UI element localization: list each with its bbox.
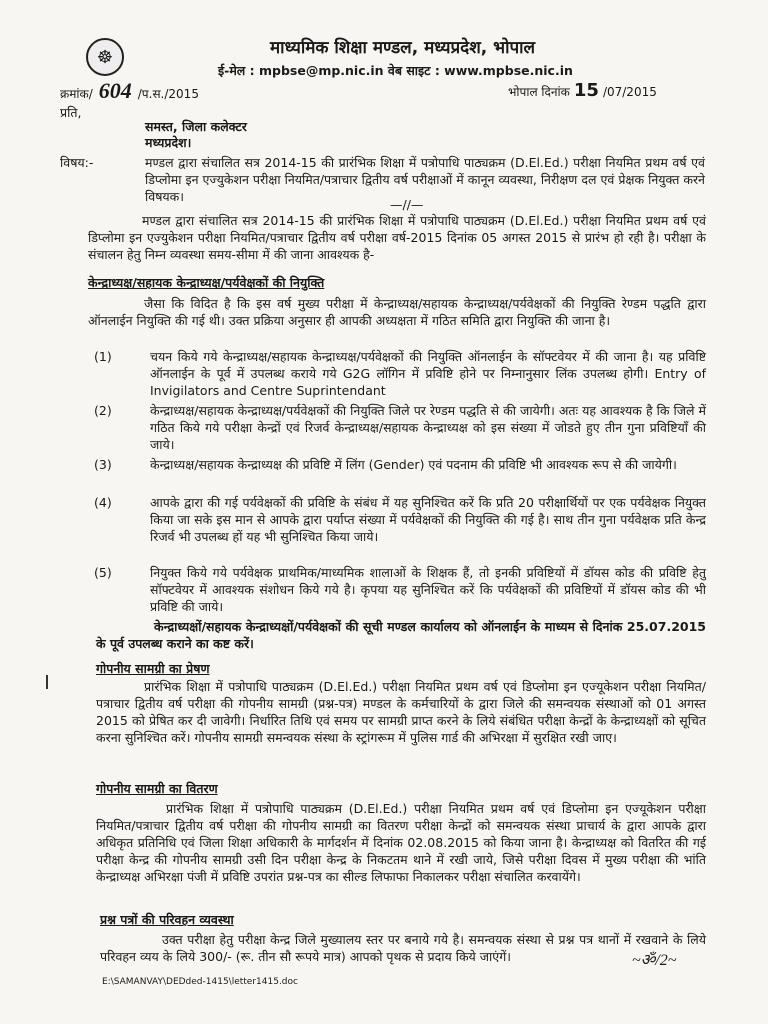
section-2-heading: गोपनीय सामग्री का प्रेषण [96,661,210,676]
section-1-heading: केन्द्राध्यक्ष/सहायक केन्द्राध्यक्ष/पर्यवेक्षकों की नियुक्ति [88,275,325,290]
section-1-closing: केन्द्राध्यक्षों/सहायक केन्द्राध्यक्षों/पर्यवेक्षकों की सूची मण्डल कार्यालय को ऑनलाईन के माध्यम से दिनांक 25.07.2015 के पूर्व उपलब्ध कराने का कष्ट करें। [96,619,706,651]
section-3-text: प्रारंभिक शिक्षा में पत्रोपाधि पाठ्यक्रम (D.El.Ed.) परीक्षा नियमित प्रथम वर्ष एवं डिप्लोमा इन एज्यूकेशन परीक्षा नियमित/पत्राचार द्वितीय वर्ष परीक्षा की गोपनीय सामग्री का वितरण परीक्षा केन्द्रों को समन्वयक संस्था प्राचार्य के द्वारा आपके द्वारा अधिकृत प्रतिनिधि एवं जिला शिक्षा अधिकारी के मार्गदर्शन में दिनांक 02.08.2015 को किया जाना है। केन्द्राध्यक्ष को वितरित की गई परीक्षा केन्द्र की गोपनीय सामग्री उसी दिन परीक्षा केन्द्र के निकटतम थाने में रखी जाये, जिसे परीक्षा दिवस में मुख्य परीक्षा की भांति केन्द्राध्यक्ष अभिरक्षा पंजी में प्रविष्टि उपरांत प्रश्न-पत्र का सील्ड लिफाफा निकालकर परीक्षा संचालित करवायेंगे। [96,801,706,884]
date-rest: /07/2015 [602,85,657,99]
section-4-text: उक्त परीक्षा हेतु परीक्षा केन्द्र जिले मुख्यालय स्तर पर बनाये गये है। समन्वयक संस्था से प्रश्न पत्र थानों में रखवाने के लिये परिवहन व्यय के लिये 300/- (रू. तीन सौ रूपये मात्र) आपको पृथक से प्रदाय किये जाएंगें। [100,932,706,964]
list-item: नियुक्त किये गये पर्यवेक्षक प्राथमिक/माध्यमिक शालाओं के शिक्षक हैं, तो इनकी प्रविष्टियों में डॉयस कोड की प्रविष्टि हेतु सॉफ्टवेयर में आवश्यक संशोधन किये गये है। कृपया यह सुनिश्चित करें कि पर्यवेक्षकों की प्रविष्टियों में डॉयस कोड की भी प्रविष्टि की जाये। [150,565,706,614]
reference-number [60,78,199,103]
footer-path: E:\SAMANVAY\DEDded-1415\letter1415.doc [102,977,298,987]
list-item: आपके द्वारा की गई पर्यवेक्षकों की प्रविष्टि के संबंध में यह सुनिश्चित करें कि प्रति 20 परीक्षार्थियों पर एक पर्यवेक्षक नियुक्त किया जा सके इस मान से आपके द्वारा पर्याप्त संख्या में पर्यवेक्षकों की नियुक्ति की गई है। साथ तीन गुना पर्यवेक्षक प्रति केन्द्र रिजर्व भी उपलब्ध हों यह भी सुनिश्चित किया जाये। [150,495,706,544]
letter-date [508,82,657,101]
item-number: (3) [94,457,112,472]
section-3-heading: गोपनीय सामग्री का वितरण [96,781,218,796]
section-1-intro: जैसा कि विदित है कि इस वर्ष मुख्य परीक्षा में केन्द्राध्यक्ष/सहायक केन्द्राध्यक्ष/पर्यवेक्षकों की नियुक्ति रेण्डम पद्धति द्वारा ऑनलाईन नियुक्ति की गई थी। उक्त प्रक्रिया अनुसार ही आपकी अध्यक्षता में गठित समिति द्वारा नियुक्ति की जाना है। [88,296,706,328]
list-item: केन्द्राध्यक्ष/सहायक केन्द्राध्यक्ष की प्रविष्टि में लिंग (Gender) एवं पदनाम की प्रविष्टि भी आवश्यक रूप से की जायेगी। [150,457,677,472]
ref-prefix: क्रमांक/ [60,87,93,101]
header-contact: ई-मेल : mpbse@mp.nic.in वेब साइट : www.mpbse.nic.in [218,63,573,78]
board-emblem-icon: ☸ [86,38,124,76]
item-number: (1) [94,349,112,364]
section-2-text: प्रारंभिक शिक्षा में पत्रोपाधि पाठ्यक्रम (D.El.Ed.) परीक्षा नियमित प्रथम वर्ष एवं डिप्लोमा इन एज्यूकेशन परीक्षा नियमित/पत्राचार द्वितीय वर्ष परीक्षा की गोपनीय सामग्री (प्रश्न-पत्र) मण्डल के कर्मचारियों के द्वारा जिले की समन्वयक संस्थाओं को 01 अगस्त 2015 को प्रेषित कर दी जावेगी। निर्धारित तिथि एवं समय पर सामग्री प्राप्त करने के लिये संबंधित परीक्षा केन्द्रों के केन्द्राध्यक्षों को सूचित करना सुनिश्चित करें। गोपनीय सामग्री समन्वयक संस्था के स्ट्रांगरूम में पुलिस गार्ड की अभिरक्षा में सुरक्षित रखी जाए। [96,679,706,745]
list-item: केन्द्राध्यक्ष/सहायक केन्द्राध्यक्ष/पर्यवेक्षकों की नियुक्ति जिले पर रेण्डम पद्धति से की जायेगी। अतः यह आवश्यक है कि जिले में गठित किये गये परीक्षा केन्द्रों एवं रिजर्व केन्द्राध्यक्ष/सहायक केन्द्राध्यक्ष को इस संख्या में जोडते हुए तीन गुना प्रविष्टियाँ की जाये। [150,403,706,452]
prati-label: प्रति, [60,105,82,120]
subject-label: विषय:- [60,155,94,170]
list-item: चयन किये गये केन्द्राध्यक्ष/सहायक केन्द्राध्यक्ष/पर्यवेक्षकों की नियुक्ति ऑनलाईन के सॉफ्टवेयर में की जाना है। यह प्रविष्टि ऑनलाईन के पूर्व में उपलब्ध कराये गये G2G लॉगिन में प्रविष्टि होने पर निम्नानुसार लिंक उपलब्ध होगी। Entry of Invigilators and Centre Suprintendant [150,349,706,398]
date-prefix: भोपाल दिनांक [508,85,570,99]
item-number: (2) [94,403,112,418]
item-number: (5) [94,565,112,580]
signature: ~ॐ/2~ [632,952,677,969]
subject-text: मण्डल द्वारा संचालित सत्र 2014-15 की प्रारंभिक शिक्षा में पत्रोपाधि पाठ्यक्रम (D.El.Ed.) परीक्षा नियमित प्रथम वर्ष एवं डिप्लोमा इन एज्युकेशन परीक्षा नियमित/पत्राचार द्वितीय वर्ष परीक्षाओं में कानून व्यवस्था, निरीक्षण दल एवं प्रेक्षक नियुक्त करने विषयक। [145,155,705,204]
header-title: माध्यमिक शिक्षा मण्डल, मध्यप्रदेश, भोपाल [270,38,536,58]
recipient-line-2: मध्यप्रदेश। [145,135,192,150]
ref-suffix: /प.स./2015 [137,87,199,101]
section-4-heading: प्रश्न पत्रों की परिवहन व्यवस्था [100,912,234,927]
date-day: 15 [573,80,599,101]
item-number: (4) [94,495,112,510]
recipient-line-1: समस्त, जिला कलेक्टर [145,119,247,134]
subject-separator: —//— [390,197,424,212]
intro-paragraph: मण्डल द्वारा संचालित सत्र 2014-15 की प्रारंभिक शिक्षा में पत्रोपाधि पाठ्यक्रम (D.El.Ed.) परीक्षा नियमित प्रथम वर्ष एवं डिप्लोमा इन एज्युकेशन परीक्षा नियमित/पत्राचार द्वितीय वर्ष परीक्षा वर्ष-2015 दिनांक 05 अगस्त 2015 से प्रारंभ हो रही है। परीक्षा के संचालन हेतु निम्न व्यवस्था समय-सीमा में की जाना आवश्यक है- [88,213,706,262]
margin-mark [46,675,48,689]
ref-number: 604 [98,78,132,103]
